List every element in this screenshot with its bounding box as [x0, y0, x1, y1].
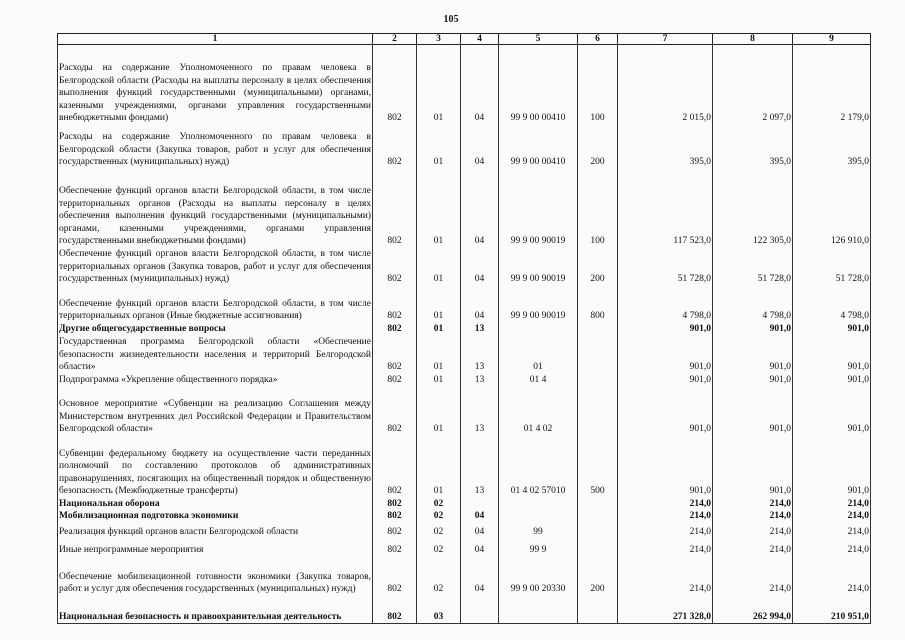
cell-amount-year-3: 210 951,0 — [793, 596, 871, 624]
cell-amount-year-3: 214,0 — [793, 557, 871, 596]
cell-section: 03 — [417, 596, 461, 624]
cell-amount-year-2: 395,0 — [713, 125, 793, 169]
cell-target-article: 99 9 00 20330 — [499, 557, 578, 596]
cell-amount-year-1: 2 015,0 — [618, 45, 713, 125]
cell-expense-type — [578, 596, 618, 624]
cell-amount-year-2: 2 097,0 — [713, 45, 793, 125]
cell-section: 01 — [417, 169, 461, 248]
cell-section: 01 — [417, 125, 461, 169]
table-row — [58, 436, 871, 498]
cell-subsection — [461, 498, 499, 511]
cell-amount-year-2: 901,0 — [713, 436, 793, 498]
cell-expense-type: 100 — [578, 169, 618, 248]
cell-target-article — [499, 596, 578, 624]
cell-grbs: 802 — [373, 387, 417, 436]
cell-expense-type: 100 — [578, 45, 618, 125]
cell-target-article: 01 4 02 57010 — [499, 436, 578, 498]
cell-amount-year-1: 901,0 — [618, 387, 713, 436]
cell-amount-year-2: 262 994,0 — [713, 596, 793, 624]
cell-amount-year-1: 214,0 — [618, 539, 713, 557]
header-col-1: 1 — [58, 34, 373, 45]
cell-expense-type — [578, 323, 618, 336]
cell-amount-year-1: 214,0 — [618, 523, 713, 539]
cell-subsection: 13 — [461, 374, 499, 387]
cell-subsection: 04 — [461, 248, 499, 286]
cell-grbs: 802 — [373, 248, 417, 286]
table-row — [58, 596, 871, 624]
cell-section: 01 — [417, 336, 461, 374]
table-row — [58, 248, 871, 286]
cell-grbs: 802 — [373, 539, 417, 557]
header-col-2: 2 — [373, 34, 417, 45]
cell-amount-year-2: 214,0 — [713, 539, 793, 557]
table-row — [58, 323, 871, 336]
cell-target-article: 99 9 00 90019 — [499, 248, 578, 286]
cell-target-article — [499, 323, 578, 336]
table-row — [58, 539, 871, 557]
cell-target-article: 01 — [499, 336, 578, 374]
cell-grbs: 802 — [373, 286, 417, 323]
cell-subsection: 13 — [461, 387, 499, 436]
cell-subsection: 13 — [461, 436, 499, 498]
cell-subsection: 04 — [461, 45, 499, 125]
cell-expense-type: 800 — [578, 286, 618, 323]
cell-amount-year-2: 901,0 — [713, 336, 793, 374]
cell-amount-year-3: 901,0 — [793, 336, 871, 374]
cell-grbs: 802 — [373, 523, 417, 539]
cell-amount-year-2: 901,0 — [713, 374, 793, 387]
cell-amount-year-1: 901,0 — [618, 436, 713, 498]
cell-expense-type — [578, 498, 618, 511]
cell-amount-year-2: 214,0 — [713, 510, 793, 523]
row-name: Подпрограмма «Укрепление общественного порядка» — [58, 374, 373, 387]
cell-amount-year-1: 214,0 — [618, 498, 713, 511]
cell-subsection: 04 — [461, 539, 499, 557]
row-name: Иные непрограммные мероприятия — [58, 539, 373, 557]
cell-expense-type — [578, 387, 618, 436]
cell-grbs: 802 — [373, 498, 417, 511]
cell-amount-year-2: 901,0 — [713, 387, 793, 436]
cell-grbs: 802 — [373, 596, 417, 624]
cell-amount-year-2: 214,0 — [713, 498, 793, 511]
cell-amount-year-3: 901,0 — [793, 387, 871, 436]
cell-subsection: 04 — [461, 169, 499, 248]
cell-expense-type: 200 — [578, 248, 618, 286]
cell-amount-year-3: 901,0 — [793, 323, 871, 336]
cell-amount-year-1: 901,0 — [618, 323, 713, 336]
cell-expense-type — [578, 336, 618, 374]
cell-expense-type: 200 — [578, 125, 618, 169]
table-row — [58, 498, 871, 511]
table-row — [58, 286, 871, 323]
row-name: Государственная программа Белгородской области «Обеспечение безопасности жизнедеятельности населения и территорий Белгородской области» — [59, 337, 371, 372]
cell-subsection: 13 — [461, 323, 499, 336]
cell-subsection: 04 — [461, 557, 499, 596]
cell-section: 01 — [417, 323, 461, 336]
row-name: Расходы на содержание Уполномоченного по правам человека в Белгородской области (Расходы на выплаты персоналу в целях обеспечения выполнения функций государственными (муниципальными) органами, казенными учреждениями, органами управления государственными внебюджетными фондами) — [58, 45, 373, 125]
cell-target-article: 99 — [499, 523, 578, 539]
cell-amount-year-2: 214,0 — [713, 557, 793, 596]
cell-amount-year-1: 214,0 — [618, 510, 713, 523]
cell-amount-year-3: 214,0 — [793, 510, 871, 523]
table-row — [58, 510, 871, 523]
cell-expense-type — [578, 523, 618, 539]
cell-grbs: 802 — [373, 436, 417, 498]
budget-table — [57, 33, 871, 624]
row-name: Реализация функций органов власти Белгородской области — [58, 523, 373, 539]
row-name: Другие общегосударственные вопросы — [58, 323, 373, 336]
row-name: Национальная безопасность и правоохранительная деятельность — [58, 596, 373, 624]
cell-amount-year-3: 214,0 — [793, 498, 871, 511]
header-col-4: 4 — [461, 34, 499, 45]
cell-section: 02 — [417, 510, 461, 523]
cell-subsection: 04 — [461, 125, 499, 169]
table-body — [58, 45, 871, 624]
cell-amount-year-3: 901,0 — [793, 436, 871, 498]
cell-amount-year-3: 51 728,0 — [793, 248, 871, 286]
cell-amount-year-1: 117 523,0 — [618, 169, 713, 248]
header-col-9: 9 — [793, 34, 871, 45]
cell-amount-year-3: 4 798,0 — [793, 286, 871, 323]
header-col-7: 7 — [618, 34, 713, 45]
cell-subsection: 04 — [461, 286, 499, 323]
table-row — [58, 557, 871, 596]
cell-grbs: 802 — [373, 45, 417, 125]
cell-grbs: 802 — [373, 557, 417, 596]
cell-section: 02 — [417, 539, 461, 557]
cell-amount-year-2: 122 305,0 — [713, 169, 793, 248]
cell-grbs: 802 — [373, 125, 417, 169]
cell-section: 01 — [417, 374, 461, 387]
cell-section: 01 — [417, 436, 461, 498]
cell-target-article: 01 4 02 — [499, 387, 578, 436]
cell-section: 02 — [417, 557, 461, 596]
cell-amount-year-1: 901,0 — [618, 374, 713, 387]
cell-target-article — [499, 498, 578, 511]
cell-amount-year-3: 901,0 — [793, 374, 871, 387]
cell-amount-year-1: 271 328,0 — [618, 596, 713, 624]
cell-amount-year-3: 395,0 — [793, 125, 871, 169]
page-number: 105 — [443, 14, 459, 25]
table-row — [58, 169, 871, 248]
cell-amount-year-3: 2 179,0 — [793, 45, 871, 125]
cell-grbs: 802 — [373, 374, 417, 387]
header-col-5: 5 — [499, 34, 578, 45]
cell-amount-year-1: 395,0 — [618, 125, 713, 169]
header-col-3: 3 — [417, 34, 461, 45]
cell-amount-year-3: 214,0 — [793, 523, 871, 539]
row-name: Обеспечение функций органов власти Белгородской области, в том числе территориальных органов (Иные бюджетные ассигнования) — [58, 286, 373, 323]
cell-amount-year-3: 126 910,0 — [793, 169, 871, 248]
cell-grbs: 802 — [373, 510, 417, 523]
cell-subsection: 04 — [461, 523, 499, 539]
cell-target-article: 01 4 — [499, 374, 578, 387]
cell-target-article: 99 9 00 00410 — [499, 125, 578, 169]
header-col-8: 8 — [713, 34, 793, 45]
cell-expense-type — [578, 510, 618, 523]
cell-amount-year-2: 214,0 — [713, 523, 793, 539]
cell-target-article: 99 9 00 90019 — [499, 286, 578, 323]
cell-target-article — [499, 510, 578, 523]
cell-target-article: 99 9 00 00410 — [499, 45, 578, 125]
row-name: Расходы на содержание Уполномоченного по правам человека в Белгородской области (Закупка товаров, работ и услуг для обеспечения государственных (муниципальных) нужд) — [58, 125, 373, 169]
row-name: Национальная оборона — [58, 498, 373, 511]
cell-section: 01 — [417, 45, 461, 125]
cell-expense-type — [578, 374, 618, 387]
cell-subsection: 04 — [461, 510, 499, 523]
cell-amount-year-1: 901,0 — [618, 336, 713, 374]
cell-section: 01 — [417, 286, 461, 323]
header-col-6: 6 — [578, 34, 618, 45]
cell-grbs: 802 — [373, 323, 417, 336]
cell-target-article: 99 9 00 90019 — [499, 169, 578, 248]
table-row — [58, 125, 871, 169]
cell-amount-year-3: 214,0 — [793, 539, 871, 557]
cell-amount-year-1: 51 728,0 — [618, 248, 713, 286]
cell-subsection: 13 — [461, 336, 499, 374]
cell-target-article: 99 9 — [499, 539, 578, 557]
cell-expense-type: 500 — [578, 436, 618, 498]
cell-grbs: 802 — [373, 169, 417, 248]
cell-amount-year-1: 4 798,0 — [618, 286, 713, 323]
row-name: Мобилизационная подготовка экономики — [58, 510, 373, 523]
cell-grbs: 802 — [373, 336, 417, 374]
table-row — [58, 336, 871, 374]
cell-amount-year-1: 214,0 — [618, 557, 713, 596]
table-row — [58, 374, 871, 387]
cell-subsection — [461, 596, 499, 624]
row-name: Обеспечение мобилизационной готовности экономики (Закупка товаров, работ и услуг для обеспечения государственных (муниципальных) нужд) — [58, 557, 373, 596]
table-row — [58, 523, 871, 539]
cell-amount-year-2: 51 728,0 — [713, 248, 793, 286]
row-name: Субвенции федеральному бюджету на осуществление части переданных полномочий по составлению протоколов об административных правонарушениях, посягающих на общественный порядок и общественную безопасность (Межбюджетные трансферты) — [58, 436, 373, 498]
table-row — [58, 387, 871, 436]
table-row — [58, 45, 871, 125]
cell-section: 01 — [417, 387, 461, 436]
cell-section: 02 — [417, 523, 461, 539]
cell-section: 02 — [417, 498, 461, 511]
row-name: Обеспечение функций органов власти Белгородской области, в том числе территориальных органов (Расходы на выплаты персоналу в целях обеспечения выполнения функций государственными (муниципальными) органами, казенными учреждениями, органами управления государственными внебюджетными фондами) — [58, 169, 373, 248]
cell-amount-year-2: 901,0 — [713, 323, 793, 336]
header-row — [58, 34, 871, 45]
cell-expense-type — [578, 539, 618, 557]
row-name: Основное мероприятие «Субвенции на реализацию Соглашения между Министерством внутренних дел Российской Федерации и Правительством Белгородской области» — [58, 387, 373, 436]
cell-section: 01 — [417, 248, 461, 286]
row-name: Обеспечение функций органов власти Белгородской области, в том числе территориальных органов (Закупка товаров, работ и услуг для обеспечения государственных (муниципальных) нужд) — [59, 249, 371, 284]
cell-amount-year-2: 4 798,0 — [713, 286, 793, 323]
cell-expense-type: 200 — [578, 557, 618, 596]
